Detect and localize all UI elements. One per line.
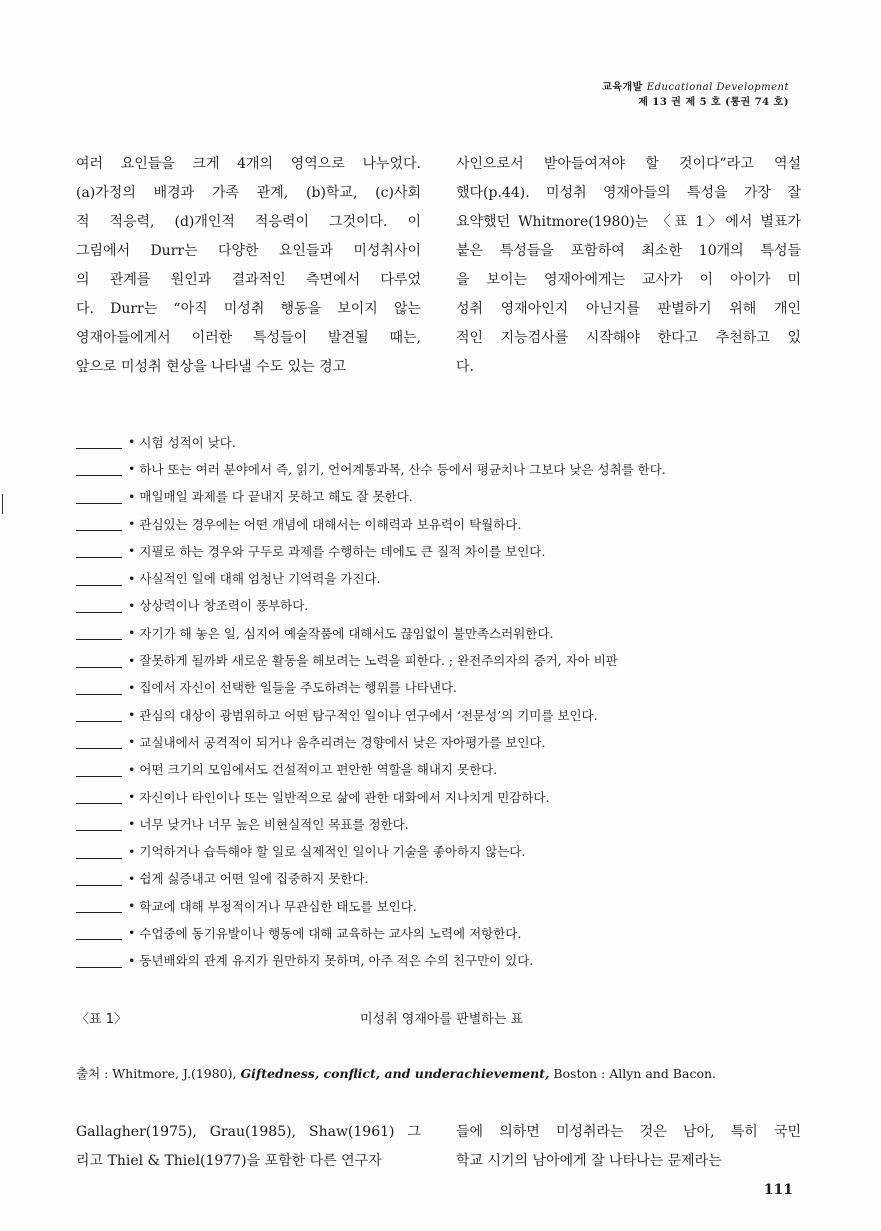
checklist-item <box>76 564 806 591</box>
paragraph-line: 다. <box>456 359 474 375</box>
checklist-item <box>76 701 806 728</box>
bullet-icon: • <box>128 952 136 968</box>
checklist-item-text: 사실적인 일에 대해 엄청난 기억력을 가진다. <box>139 571 381 587</box>
body-column-left-bottom <box>76 1118 421 1176</box>
paragraph-line: Gallagher(1975), Grau(1985), Shaw(1961) 그 <box>76 1124 421 1140</box>
body-column-right-bottom <box>456 1118 801 1176</box>
checklist-item <box>76 483 806 510</box>
paragraph-line: 의 관계를 원인과 결과적인 측면에서 다루었 <box>76 272 421 288</box>
journal-name-ko: 교육개발 <box>602 82 643 93</box>
check-blank-line[interactable] <box>76 598 122 613</box>
table-number: 〈표 1〉 <box>76 1012 127 1027</box>
checklist-item <box>76 783 806 810</box>
check-blank-line[interactable] <box>76 461 122 476</box>
checklist-item <box>76 837 806 864</box>
bullet-icon: • <box>128 843 136 859</box>
bullet-icon: • <box>128 870 136 886</box>
check-blank-line[interactable] <box>76 871 122 886</box>
check-blank-line[interactable] <box>76 734 122 749</box>
checklist-item <box>76 592 806 619</box>
check-blank-line[interactable] <box>76 707 122 722</box>
bullet-icon: • <box>128 461 136 477</box>
check-blank-line[interactable] <box>76 925 122 940</box>
checklist-item-text: 수업중에 동기유발이나 행동에 대해 교육하는 교사의 노력에 저항한다. <box>139 925 522 941</box>
bullet-icon: • <box>128 816 136 832</box>
bullet-icon: • <box>128 652 136 668</box>
check-blank-line[interactable] <box>76 543 122 558</box>
checklist-item <box>76 947 806 974</box>
paragraph-line: 성취 영재아인지 아닌지를 판별하기 위해 개인 <box>456 301 801 317</box>
checklist-item <box>76 728 806 755</box>
checklist-item-text: 자신이나 타인이나 또는 일반적으로 삶에 관한 대화에서 지나치게 민감하다. <box>139 789 550 805</box>
checklist-item <box>76 674 806 701</box>
paragraph-line: 적 적응력, (d)개인적 적응력이 그것이다. 이 <box>76 214 421 230</box>
bullet-icon: • <box>128 707 136 723</box>
checklist-item-text: 시험 성적이 낮다. <box>139 434 236 450</box>
checklist-item <box>76 510 806 537</box>
checklist-item <box>76 756 806 783</box>
bullet-icon: • <box>128 434 136 450</box>
checklist-item-text: 상상력이나 창조력이 풍부하다. <box>139 598 309 614</box>
checklist-item <box>76 619 806 646</box>
check-blank-line[interactable] <box>76 571 122 586</box>
check-blank-line[interactable] <box>76 816 122 831</box>
checklist-item-text: 매일매일 과제를 다 끝내지 못하고 해도 잘 못한다. <box>139 489 413 505</box>
checklist-item-text: 어떤 크기의 모임에서도 건설적이고 편안한 역할을 해내지 못한다. <box>139 762 498 778</box>
bullet-icon: • <box>128 761 136 777</box>
bullet-icon: • <box>128 625 136 641</box>
check-blank-line[interactable] <box>76 953 122 968</box>
bullet-icon: • <box>128 597 136 613</box>
paragraph-line: 들에 의하면 미성취라는 것은 남아, 특히 국민 <box>456 1124 801 1140</box>
check-blank-line[interactable] <box>76 625 122 640</box>
checklist-item <box>76 892 806 919</box>
check-blank-line[interactable] <box>76 844 122 859</box>
check-blank-line[interactable] <box>76 680 122 695</box>
source-title: Giftedness, conflict, and underachievement, <box>240 1066 550 1081</box>
underachievement-checklist <box>76 428 806 974</box>
journal-name-en: Educational Development <box>646 82 789 93</box>
check-blank-line[interactable] <box>76 898 122 913</box>
checklist-item-text: 쉽게 싫증내고 어떤 일에 집중하지 못한다. <box>139 871 369 887</box>
checklist-item-text: 관심의 대상이 광범위하고 어떤 탐구적인 일이나 연구에서 ‘전문성’의 기미를 보인다. <box>139 707 598 723</box>
paragraph-line: 리고 Thiel & Thiel(1977)을 포함한 다른 연구자 <box>76 1153 382 1169</box>
source-citation <box>76 1064 716 1082</box>
checklist-item-text: 지필로 하는 경우와 구두로 과제를 수행하는 데에도 큰 질적 차이를 보인다. <box>139 543 546 559</box>
bullet-icon: • <box>128 570 136 586</box>
checklist-item-text: 기억하거나 습득해야 할 일로 실제적인 일이나 기술을 좋아하지 않는다. <box>139 844 526 860</box>
bullet-icon: • <box>128 679 136 695</box>
checklist-item-text: 잘못하게 될까봐 새로운 활동을 해보려는 노력을 피한다. ; 완전주의자의 증거, 자아 비판 <box>139 653 618 669</box>
checklist-item <box>76 646 806 673</box>
body-column-right-top <box>456 150 801 382</box>
checklist-item <box>76 919 806 946</box>
check-blank-line[interactable] <box>76 489 122 504</box>
check-blank-line[interactable] <box>76 762 122 777</box>
check-blank-line[interactable] <box>76 434 122 449</box>
paragraph-line: 앞으로 미성취 현상을 나타낼 수도 있는 경고 <box>76 359 347 375</box>
paragraph-line: 사인으로서 받아들여져야 할 것이다”라고 역설 <box>456 156 801 172</box>
source-suffix: Boston : Allyn and Bacon. <box>549 1066 716 1081</box>
paragraph-line: 적인 지능검사를 시작해야 한다고 추천하고 있 <box>456 330 801 346</box>
margin-mark <box>2 494 3 514</box>
paragraph-line: (a)가정의 배경과 가족 관계, (b)학교, (c)사회 <box>76 185 421 201</box>
body-column-left-top <box>76 150 421 382</box>
check-blank-line[interactable] <box>76 653 122 668</box>
paragraph-line: 학교 시기의 남아에게 잘 나타나는 문제라는 <box>456 1153 722 1169</box>
checklist-item-text: 동년배와의 관계 유지가 원만하지 못하며, 아주 적은 수의 친구만이 있다. <box>139 953 534 969</box>
checklist-item <box>76 428 806 455</box>
paragraph-line: 요약했던 Whitmore(1980)는 〈표 1〉에서 별표가 <box>456 214 801 230</box>
checklist-item-text: 자기가 해 놓은 일, 심지어 예술작품에 대해서도 끊임없이 불만족스러워한다. <box>139 625 554 641</box>
bullet-icon: • <box>128 898 136 914</box>
checklist-item-text: 관심있는 경우에는 어떤 개념에 대해서는 이해력과 보유력이 탁월하다. <box>139 516 522 532</box>
paragraph-line: 여러 요인들을 크게 4개의 영역으로 나누었다. <box>76 156 421 172</box>
bullet-icon: • <box>128 543 136 559</box>
bullet-icon: • <box>128 925 136 941</box>
table-title: 미성취 영재아를 판별하는 표 <box>360 1012 524 1027</box>
source-prefix: 출처 : Whitmore, J.(1980), <box>76 1066 241 1081</box>
paragraph-line: 을 보이는 영재아에게는 교사가 이 아이가 미 <box>456 272 801 288</box>
checklist-item-text: 하나 또는 여러 분야에서 즉, 읽기, 언어계통과목, 산수 등에서 평균치나 그보다 낮은 성취를 한다. <box>139 461 666 477</box>
paragraph-line: 영재아들에게서 이러한 특성들이 발견될 때는, <box>76 330 421 346</box>
checklist-item <box>76 865 806 892</box>
paragraph-line: 했다(p.44). 미성취 영재아들의 특성을 가장 잘 <box>456 185 801 201</box>
bullet-icon: • <box>128 734 136 750</box>
checklist-item-text: 학교에 대해 부정적이거나 무관심한 태도를 보인다. <box>139 898 417 914</box>
paragraph-line: 그림에서 Durr는 다양한 요인들과 미성취사이 <box>76 243 421 259</box>
paragraph-line: 붙은 특성들을 포함하여 최소한 10개의 특성들 <box>456 243 801 259</box>
checklist-item-text: 집에서 자신이 선택한 일들을 주도하려는 행위를 나타낸다. <box>139 680 457 696</box>
check-blank-line[interactable] <box>76 789 122 804</box>
bullet-icon: • <box>128 789 136 804</box>
checklist-item-text: 교실내에서 공격적이 되거나 움추리려는 경향에서 낮은 자아평가를 보인다. <box>139 734 546 750</box>
checklist-item <box>76 537 806 564</box>
checklist-item-text: 너무 낮거나 너무 높은 비현실적인 목표를 정한다. <box>139 816 409 832</box>
check-blank-line[interactable] <box>76 516 122 531</box>
bullet-icon: • <box>128 516 136 532</box>
journal-volume: 제 13 권 제 5 호 (통권 74 호) <box>638 97 789 108</box>
running-header <box>602 80 789 110</box>
page-number: 111 <box>763 1182 793 1198</box>
paragraph-line: 다. Durr는 “아직 미성취 행동을 보이지 않는 <box>76 301 421 317</box>
checklist-item <box>76 810 806 837</box>
bullet-icon: • <box>128 488 136 504</box>
checklist-item <box>76 455 806 482</box>
